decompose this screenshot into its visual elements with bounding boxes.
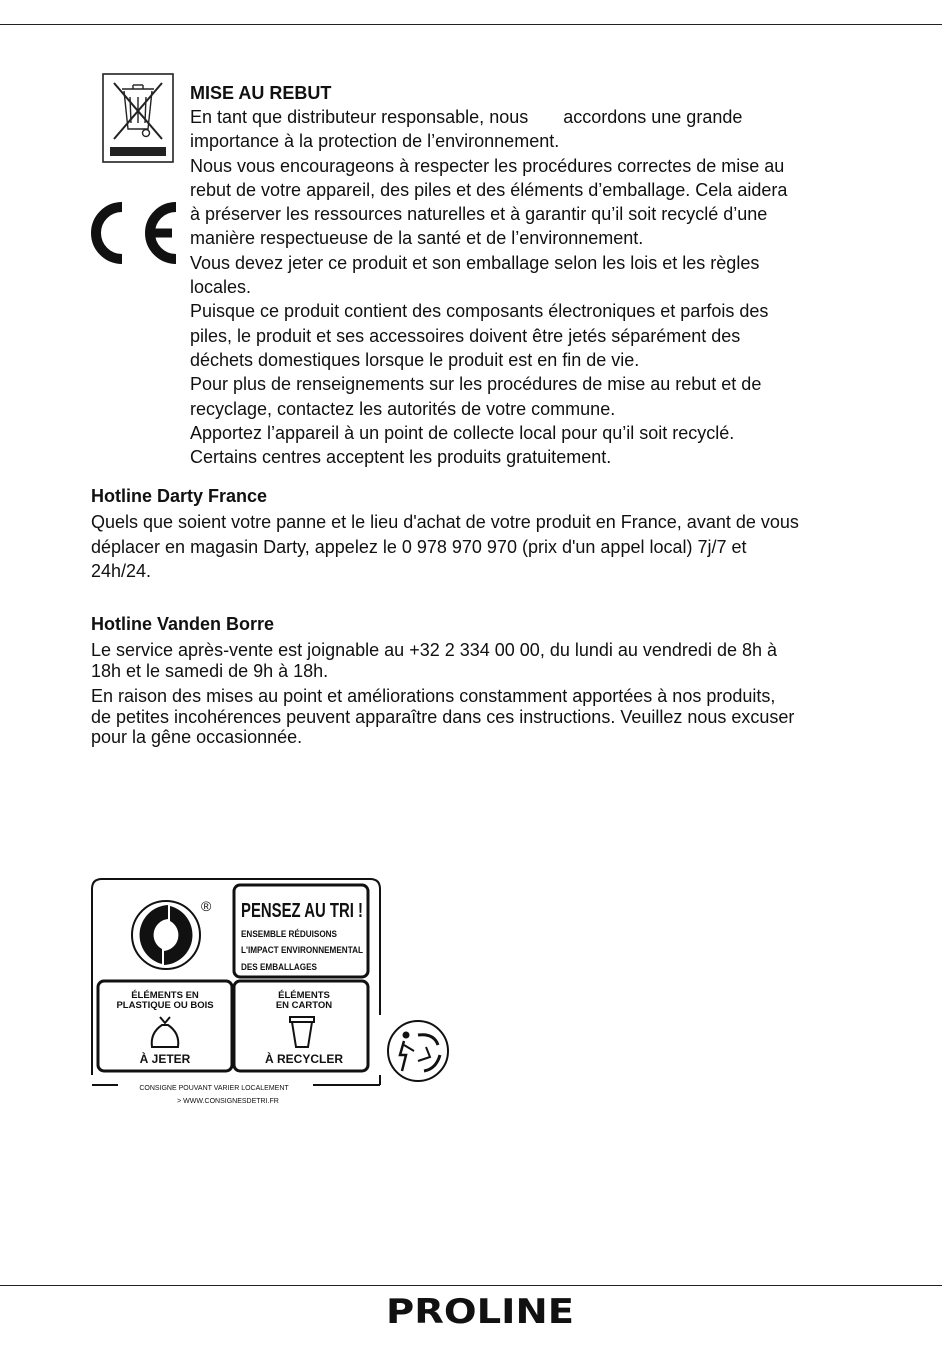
hotline-vanden-borre-text <box>91 640 911 681</box>
hotline-vanden-borre-section <box>91 612 911 748</box>
hotline-france-line: Quels que soient votre panne et le lieu d'achat de votre produit en France, avant de vous <box>91 512 799 532</box>
crossed-out-wheelie-bin-icon <box>102 73 174 163</box>
disposal-line: piles, le produit et ses accessoires doivent être jetés séparément des <box>190 325 741 346</box>
disclaimer-line: En raison des mises au point et améliorations constamment apportées à nos produits, <box>91 686 776 706</box>
right-box-label1: ÉLÉMENTS <box>278 990 330 1001</box>
triman-sub1: ENSEMBLE RÉDUISONS <box>241 929 337 940</box>
disclaimer-note <box>91 686 911 748</box>
right-box-label2: EN CARTON <box>275 1000 333 1011</box>
disposal-line: recyclage, contactez les autorités de votre commune. <box>190 398 616 419</box>
disposal-line: Pour plus de renseignements sur les procédures de mise au rebut et de <box>190 374 762 395</box>
disposal-line: déchets domestiques lorsque le produit est en fin de vie. <box>190 349 640 370</box>
ce-mark-icon <box>86 197 182 269</box>
disposal-line: Vous devez jeter ce produit et son emballage selon les lois et les règles <box>190 252 760 273</box>
disposal-title: MISE AU REBUT <box>190 83 332 103</box>
disposal-line: En tant que distributeur responsable, nous accordons une grande <box>190 107 743 127</box>
hotline-france-title: Hotline Darty France <box>91 486 268 506</box>
disposal-line: Certains centres acceptent les produits gratuitement. <box>190 447 612 468</box>
triman-footer2: > WWW.CONSIGNESDETRI.FR <box>177 1098 279 1105</box>
hotline-vanden-borre-line: Le service après-vente est joignable au +32 2 334 00 00, du lundi au vendredi de 8h à <box>91 640 777 660</box>
hotline-france-line: 24h/24. <box>91 561 152 581</box>
triman-sub3: DES EMBALLAGES <box>241 962 317 973</box>
disposal-line: Nous vous encourageons à respecter les procédures correctes de mise au <box>190 155 785 176</box>
disposal-line: Apportez l’appareil à un point de collecte local pour qu’il soit recyclé. <box>190 422 735 443</box>
hotline-france-text <box>91 510 911 584</box>
right-box-action: À RECYCLER <box>264 1052 344 1066</box>
brand-logo-text: PROLINE <box>386 1292 574 1332</box>
disclaimer-line: de petites incohérences peuvent apparaître dans ces instructions. Veuillez nous excuser <box>91 706 795 727</box>
left-box-action: À JETER <box>139 1052 191 1066</box>
registered-mark: ® <box>201 898 212 914</box>
hotline-france-section <box>91 484 911 584</box>
disposal-line: importance à la protection de l’environnement. <box>190 131 560 152</box>
triman-sorting-label <box>88 875 454 1110</box>
triman-footer1: CONSIGNE POUVANT VARIER LOCALEMENT <box>139 1085 289 1092</box>
disposal-line: locales. <box>190 277 252 298</box>
disposal-line: rebut de votre appareil, des piles et des éléments d’emballage. Cela aidera <box>190 179 788 200</box>
hotline-vanden-borre-title: Hotline Vanden Borre <box>91 614 275 634</box>
disposal-line: à préserver les ressources naturelles et à garantir qu’il soit recyclé d’une <box>190 204 768 225</box>
disposal-section <box>190 81 890 469</box>
hotline-france-line: déplacer en magasin Darty, appelez le 0 978 970 970 (prix d'un appel local) 7j/7 et <box>91 536 747 557</box>
triman-sub2: L'IMPACT ENVIRONNEMENTAL <box>241 945 364 956</box>
hotline-vanden-borre-line: 18h et le samedi de 9h à 18h. <box>91 660 329 681</box>
green-dot-icon <box>132 901 200 969</box>
bottom-rule <box>0 1285 942 1286</box>
left-box-label2: PLASTIQUE OU BOIS <box>116 1000 214 1011</box>
left-box-label1: ÉLÉMENTS EN <box>131 990 199 1001</box>
disposal-line: Puisque ce produit contient des composants électroniques et parfois des <box>190 301 769 322</box>
triman-icon <box>388 1021 448 1081</box>
top-rule <box>0 24 942 25</box>
proline-logo <box>380 1290 580 1332</box>
triman-headline: PENSEZ AU TRI ! <box>241 900 363 922</box>
disposal-line: manière respectueuse de la santé et de l’environnement. <box>190 228 644 249</box>
disclaimer-line: pour la gêne occasionnée. <box>91 727 303 747</box>
